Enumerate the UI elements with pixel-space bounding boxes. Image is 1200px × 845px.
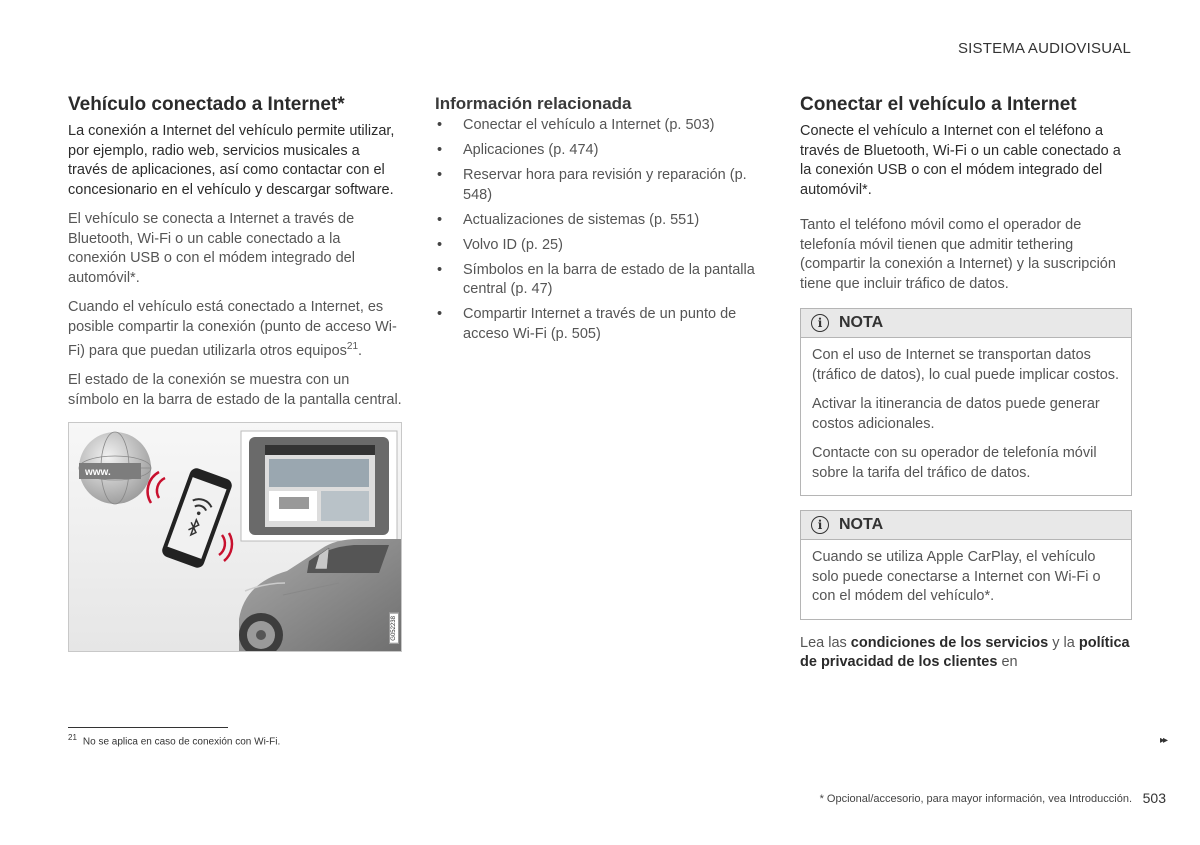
intro-paragraph-connect: Conecte el vehículo a Internet con el teléfono a través de Bluetooth, Wi-Fi o un cable conectado a la conexión USB o con el módem integrado del automóvil*. bbox=[800, 123, 1121, 198]
note-paragraph: Con el uso de Internet se transportan datos (tráfico de datos), lo cual puede implicar costos. bbox=[812, 347, 1120, 383]
terms-of-service-link[interactable]: condiciones de los servicios bbox=[850, 634, 1049, 651]
privacy-policy-link[interactable]: política de privacidad de los clientes bbox=[800, 634, 1130, 670]
paragraph-tethering: Tanto el teléfono móvil como el operador de telefonía móvil tienen que admitir tethering (compartir la conexión a Internet) y la suscripción tiene que incluir tráfico de datos. bbox=[800, 217, 1116, 292]
related-link[interactable]: • Reservar hora para revisión y reparación (p. 548) bbox=[435, 166, 770, 205]
intro-paragraph: La conexión a Internet del vehículo permite utilizar, por ejemplo, radio web, servicios musicales a través de aplicaciones, así como contactar con el concesionario en el vehículo y descargar software. bbox=[68, 123, 395, 198]
note-paragraph: Cuando se utiliza Apple CarPlay, el vehículo solo puede conectarse a Internet con Wi-Fi o con el módem del vehículo*. bbox=[812, 549, 1101, 604]
related-link[interactable]: • Volvo ID (p. 25) bbox=[435, 236, 770, 256]
page-number: 503 bbox=[1142, 790, 1166, 806]
note-paragraph: Activar la itinerancia de datos puede generar costos adicionales. bbox=[812, 396, 1100, 432]
footnote: $^{21}$ No se aplica en caso de conexión con Wi-Fi. bbox=[68, 733, 281, 748]
note-header bbox=[801, 309, 1131, 338]
note-box-carplay bbox=[800, 510, 1132, 620]
header-section-title: SISTEMA AUDIOVISUAL bbox=[957, 40, 1131, 57]
note-paragraph: Contacte con su operador de telefonía móvil sobre la tarifa del tráfico de datos. bbox=[812, 445, 1097, 481]
related-link[interactable]: • Conectar el vehículo a Internet (p. 503) bbox=[435, 116, 770, 136]
column-middle bbox=[435, 94, 770, 350]
optional-accessory-note: * Opcional/accesorio, para mayor información, vea Introducción. bbox=[819, 793, 1132, 805]
related-link[interactable]: • Compartir Internet a través de un punto de acceso Wi-Fi (p. 505) bbox=[435, 305, 770, 344]
note-body bbox=[801, 338, 1131, 495]
globe-label: www. bbox=[85, 467, 111, 479]
related-link[interactable]: • Aplicaciones (p. 474) bbox=[435, 141, 770, 161]
paragraph-status: El estado de la conexión se muestra con un símbolo en la barra de estado de la pantalla central. bbox=[68, 372, 402, 408]
heading-connected-vehicle: Vehículo conectado a Internet* bbox=[68, 94, 345, 115]
related-link[interactable]: • Símbolos en la barra de estado de la pantalla central (p. 47) bbox=[435, 261, 770, 300]
footnote-divider bbox=[68, 727, 228, 728]
figure-code: G052238 bbox=[389, 613, 399, 644]
illustration-connected-car bbox=[68, 422, 402, 652]
globe-icon bbox=[79, 432, 151, 504]
center-display-inset bbox=[241, 431, 397, 547]
illustration-svg bbox=[69, 423, 401, 651]
note-title: NOTA bbox=[839, 516, 884, 533]
note-body bbox=[801, 540, 1131, 619]
footnote-ref[interactable]: 21 bbox=[346, 341, 359, 352]
paragraph-connection: El vehículo se conecta a Internet a través de Bluetooth, Wi-Fi o un cable conectado a la conexión USB o con el módem integrado del automóvil*. bbox=[68, 211, 355, 286]
paragraph-terms: Lea las condiciones de los servicios y la política de privacidad de los clientes en bbox=[800, 634, 1130, 670]
heading-related-info: Información relacionada bbox=[435, 94, 632, 113]
heading-connect-vehicle: Conectar el vehículo a Internet bbox=[800, 94, 1077, 115]
info-icon: i bbox=[811, 314, 829, 332]
continue-arrows-icon: ▸▸ bbox=[1159, 735, 1166, 746]
note-title: NOTA bbox=[839, 314, 884, 331]
column-left bbox=[68, 94, 402, 652]
paragraph-hotspot: Cuando el vehículo está conectado a Internet, es posible compartir la conexión (punto de acceso Wi-Fi) para que puedan utilizarla otros equipos$^{21}$. bbox=[68, 299, 397, 359]
info-icon: i bbox=[811, 516, 829, 534]
note-box-data-costs bbox=[800, 308, 1132, 496]
related-link[interactable]: • Actualizaciones de sistemas (p. 551) bbox=[435, 211, 770, 231]
column-right bbox=[800, 94, 1132, 683]
related-links-list bbox=[435, 116, 770, 344]
note-header bbox=[801, 511, 1131, 540]
